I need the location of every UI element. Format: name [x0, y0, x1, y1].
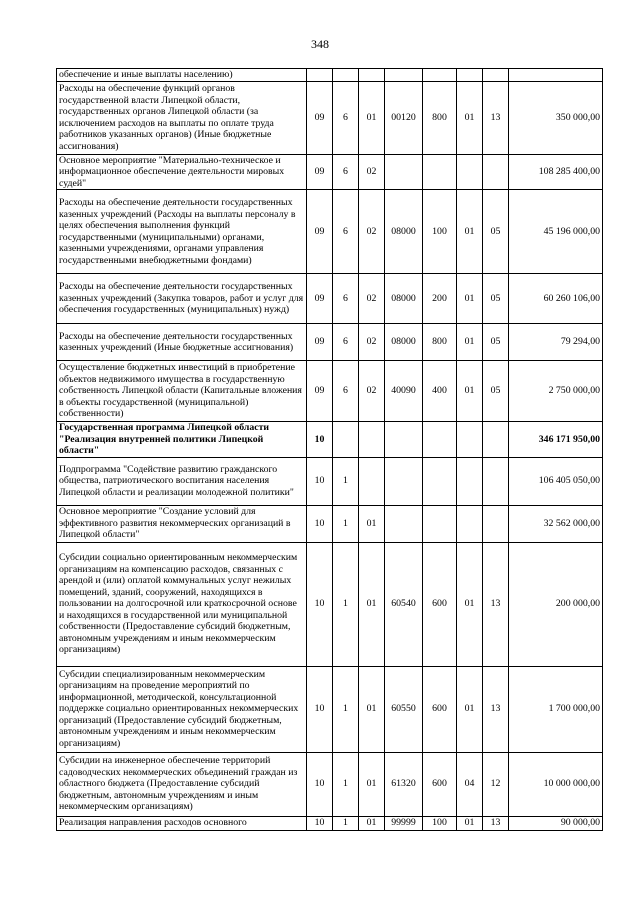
code-cell: 100: [423, 816, 457, 830]
code-cell: [423, 505, 457, 542]
row-name-cell: Подпрограмма "Содействие развитию гражданского общества, патриотического воспитания населения Липецкой области и реализации молодежной политики": [57, 457, 307, 505]
code-cell: 01: [359, 752, 385, 816]
code-cell: [457, 422, 483, 458]
table-row: [57, 361, 603, 422]
table-row: [57, 274, 603, 324]
code-cell: 13: [483, 542, 509, 666]
code-cell: 01: [457, 666, 483, 752]
code-cell: [385, 69, 423, 82]
row-name-cell: Реализация направления расходов основного: [57, 816, 307, 830]
sum-cell: 2 750 000,00: [509, 361, 603, 422]
code-cell: 02: [359, 190, 385, 274]
code-cell: [423, 69, 457, 82]
code-cell: [483, 422, 509, 458]
code-cell: [457, 154, 483, 190]
code-cell: 09: [307, 190, 333, 274]
code-cell: 10: [307, 666, 333, 752]
sum-cell: 350 000,00: [509, 81, 603, 154]
code-cell: [457, 505, 483, 542]
code-cell: [333, 422, 359, 458]
code-cell: 61320: [385, 752, 423, 816]
code-cell: 13: [483, 81, 509, 154]
table-row: [57, 505, 603, 542]
row-name-cell: Субсидии социально ориентированным некоммерческим организациям на компенсацию расходов, связанных с арендой и (или) оплатой коммунальных услуг нежилых помещений, зданий, сооружений, находящихся в пользовании на долгосрочной или краткосрочной основе и находящихся в государственной или муниципальной собственности (Предоставление субсидий бюджетным, автономным учреждениям и иным некоммерческим организациям): [57, 542, 307, 666]
code-cell: 01: [359, 505, 385, 542]
code-cell: 00120: [385, 81, 423, 154]
code-cell: 08000: [385, 274, 423, 324]
code-cell: [423, 457, 457, 505]
table-row: [57, 816, 603, 830]
code-cell: [359, 422, 385, 458]
code-cell: 1: [333, 505, 359, 542]
code-cell: 40090: [385, 361, 423, 422]
code-cell: 01: [359, 666, 385, 752]
row-name-cell: Основное мероприятие "Создание условий для эффективного развития некоммерческих организаций в Липецкой области": [57, 505, 307, 542]
table-row: [57, 190, 603, 274]
page-number: 348: [311, 37, 329, 51]
code-cell: 10: [307, 816, 333, 830]
code-cell: [457, 457, 483, 505]
code-cell: 6: [333, 190, 359, 274]
code-cell: 6: [333, 81, 359, 154]
code-cell: 04: [457, 752, 483, 816]
code-cell: 60540: [385, 542, 423, 666]
code-cell: 1: [333, 542, 359, 666]
code-cell: 600: [423, 666, 457, 752]
code-cell: 10: [307, 505, 333, 542]
code-cell: 01: [457, 542, 483, 666]
code-cell: 1: [333, 666, 359, 752]
code-cell: [385, 505, 423, 542]
table-row: [57, 666, 603, 752]
row-name-cell: обеспечение и иные выплаты населению): [57, 69, 307, 82]
table-row: [57, 69, 603, 82]
code-cell: 800: [423, 324, 457, 361]
sum-cell: [509, 69, 603, 82]
code-cell: 01: [457, 361, 483, 422]
row-name-cell: Субсидии специализированным некоммерческим организациям на проведение мероприятий по информационной, методической, консультационной поддержке социально ориентированных некоммерческих организаций (Предоставление субсидий бюджетным, автономным учреждениям и иным некоммерческим организациям): [57, 666, 307, 752]
code-cell: 600: [423, 542, 457, 666]
sum-cell: 1 700 000,00: [509, 666, 603, 752]
code-cell: [333, 69, 359, 82]
sum-cell: 45 196 000,00: [509, 190, 603, 274]
code-cell: 02: [359, 324, 385, 361]
code-cell: 02: [359, 361, 385, 422]
code-cell: 10: [307, 752, 333, 816]
code-cell: 10: [307, 542, 333, 666]
code-cell: 02: [359, 154, 385, 190]
row-name-cell: Расходы на обеспечение деятельности государственных казенных учреждений (Закупка товаров, работ и услуг для обеспечения государственных (муниципальных) нужд): [57, 274, 307, 324]
code-cell: 6: [333, 361, 359, 422]
sum-cell: 10 000 000,00: [509, 752, 603, 816]
code-cell: [483, 69, 509, 82]
code-cell: 01: [359, 816, 385, 830]
row-name-cell: Расходы на обеспечение деятельности государственных казенных учреждений (Расходы на выплаты персоналу в целях обеспечения выполнения функций государственными (муниципальными) органами, казенными учреждениями, органами управления государственными внебюджетными фондами): [57, 190, 307, 274]
code-cell: 1: [333, 752, 359, 816]
code-cell: 09: [307, 81, 333, 154]
code-cell: [483, 505, 509, 542]
table-row: [57, 324, 603, 361]
code-cell: 10: [307, 422, 333, 458]
code-cell: 400: [423, 361, 457, 422]
code-cell: 200: [423, 274, 457, 324]
code-cell: [483, 457, 509, 505]
code-cell: [307, 69, 333, 82]
table-row: [57, 422, 603, 458]
row-name-cell: Субсидии на инженерное обеспечение территорий садоводческих некоммерческих объединений граждан из областного бюджета (Предоставление субсидий бюджетным, автономным учреждениям и иным некоммерческим организациям): [57, 752, 307, 816]
code-cell: 08000: [385, 190, 423, 274]
code-cell: 09: [307, 154, 333, 190]
code-cell: [359, 69, 385, 82]
code-cell: 01: [457, 274, 483, 324]
code-cell: 800: [423, 81, 457, 154]
code-cell: [423, 422, 457, 458]
code-cell: 13: [483, 816, 509, 830]
code-cell: 05: [483, 190, 509, 274]
code-cell: [423, 154, 457, 190]
table-row: [57, 81, 603, 154]
code-cell: 08000: [385, 324, 423, 361]
code-cell: [385, 457, 423, 505]
code-cell: 10: [307, 457, 333, 505]
row-name-cell: Государственная программа Липецкой области "Реализация внутренней политики Липецкой области": [57, 422, 307, 458]
table-row: [57, 542, 603, 666]
code-cell: 05: [483, 274, 509, 324]
code-cell: 12: [483, 752, 509, 816]
code-cell: [359, 457, 385, 505]
code-cell: 600: [423, 752, 457, 816]
row-name-cell: Осуществление бюджетных инвестиций в приобретение объектов недвижимого имущества в государственную собственность Липецкой области (Капитальные вложения в объекты государственной (муниципальной) собственности): [57, 361, 307, 422]
code-cell: 13: [483, 666, 509, 752]
table-row: [57, 154, 603, 190]
code-cell: [385, 154, 423, 190]
code-cell: 6: [333, 324, 359, 361]
sum-cell: 346 171 950,00: [509, 422, 603, 458]
sum-cell: 106 405 050,00: [509, 457, 603, 505]
row-name-cell: Расходы на обеспечение функций органов государственной власти Липецкой области, государственных органов Липецкой области (за исключением расходов на выплаты по оплате труда работников указанных органов) (Иные бюджетные ассигнования): [57, 81, 307, 154]
code-cell: 01: [359, 81, 385, 154]
code-cell: 09: [307, 274, 333, 324]
code-cell: 1: [333, 816, 359, 830]
code-cell: [457, 69, 483, 82]
table-row: [57, 752, 603, 816]
code-cell: 01: [457, 324, 483, 361]
row-name-cell: Расходы на обеспечение деятельности государственных казенных учреждений (Иные бюджетные ассигнования): [57, 324, 307, 361]
sum-cell: 108 285 400,00: [509, 154, 603, 190]
code-cell: 02: [359, 274, 385, 324]
code-cell: 01: [457, 190, 483, 274]
code-cell: 01: [457, 81, 483, 154]
sum-cell: 79 294,00: [509, 324, 603, 361]
code-cell: 60550: [385, 666, 423, 752]
sum-cell: 200 000,00: [509, 542, 603, 666]
code-cell: [385, 422, 423, 458]
code-cell: 01: [457, 816, 483, 830]
code-cell: 01: [359, 542, 385, 666]
sum-cell: 32 562 000,00: [509, 505, 603, 542]
code-cell: 05: [483, 324, 509, 361]
code-cell: 100: [423, 190, 457, 274]
code-cell: 05: [483, 361, 509, 422]
code-cell: 09: [307, 361, 333, 422]
row-name-cell: Основное мероприятие "Материально-техническое и информационное обеспечение деятельности мировых судей": [57, 154, 307, 190]
code-cell: 6: [333, 154, 359, 190]
table-row: [57, 457, 603, 505]
code-cell: 09: [307, 324, 333, 361]
sum-cell: 60 260 106,00: [509, 274, 603, 324]
code-cell: [483, 154, 509, 190]
code-cell: 1: [333, 457, 359, 505]
sum-cell: 90 000,00: [509, 816, 603, 830]
code-cell: 6: [333, 274, 359, 324]
budget-table-body: [57, 69, 603, 831]
budget-table: [56, 68, 603, 831]
code-cell: 99999: [385, 816, 423, 830]
